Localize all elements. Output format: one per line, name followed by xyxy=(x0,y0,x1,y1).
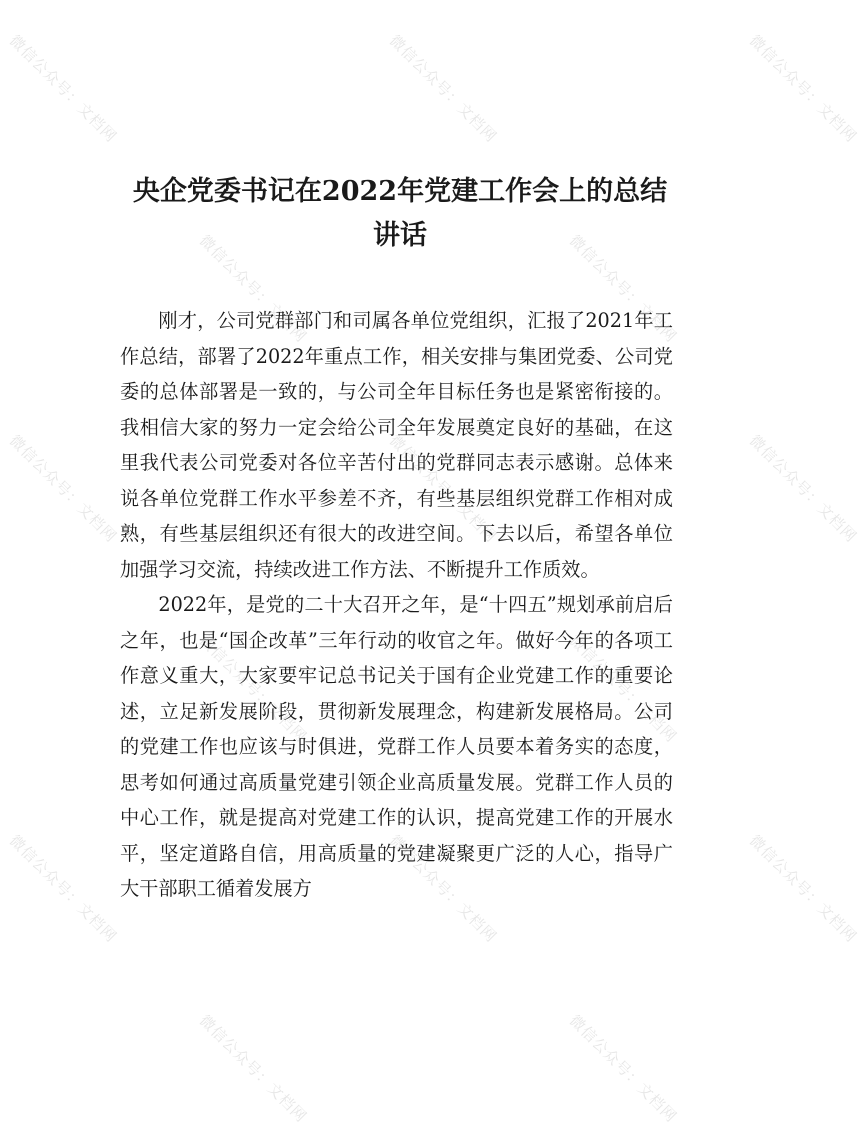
watermark-text: 微信公众号：文档网 xyxy=(745,831,861,946)
body-paragraph: 刚才，公司党群部门和司属各单位党组织，汇报了2021年工作总结，部署了2022年重点工作，相关安排与集团党委、公司党委的总体部署是一致的，与公司全年目标任务也是紧密衔接的。我相信大家的努力一定会给公司全年发展奠定良好的基础，在这里我代表公司党委对各位辛苦付出的党群同志表示感谢。总体来说各单位党群工作水平参差不齐，有些基层组织党群工作相对成熟，有些基层组织还有很大的改进空间。下去以后，希望各单位加强学习交流，持续改进工作方法、不断提升工作质效。 xyxy=(120,309,673,581)
watermark-text: 微信公众号：文档网 xyxy=(195,631,311,746)
watermark-text: 微信公众号：文档网 xyxy=(5,431,121,546)
document-title: 央企党委书记在2022年党建工作会上的总结讲话 xyxy=(132,176,668,251)
watermark-text: 微信公众号：文档网 xyxy=(385,31,501,146)
watermark-text: 微信公众号：文档网 xyxy=(565,631,681,746)
watermark-text: 微信公众号：文档网 xyxy=(745,31,861,146)
watermark-text: 微信公众号：文档网 xyxy=(5,831,121,946)
watermark-text: 微信公众号：文档网 xyxy=(565,1011,681,1126)
watermark-text: 微信公众号：文档网 xyxy=(385,831,501,946)
body-paragraph: 2022年，是党的二十大召开之年，是“十四五”规划承前启后之年，也是“国企改革”三年行动的收官之年。做好今年的各项工作意义重大，大家要牢记总书记关于国有企业党建工作的重要论述，立足新发展阶段，贯彻新发展理念，构建新发展格局。公司的党建工作也应该与时俱进，党群工作人员要本着务实的态度，思考如何通过高质量党建引领企业高质量发展。党群工作人员的中心工作，就是提高对党建工作的认识，提高党建工作的开展水平，坚定道路自信，用高质量的党建凝聚更广泛的人心，指导广大干部职工循着发展方 xyxy=(120,593,673,900)
watermark-text: 微信公众号：文档网 xyxy=(565,231,681,346)
watermark-text: 微信公众号：文档网 xyxy=(5,31,121,146)
watermark-text: 微信公众号：文档网 xyxy=(195,1011,311,1126)
watermark-text: 微信公众号：文档网 xyxy=(385,431,501,546)
watermark-text: 微信公众号：文档网 xyxy=(745,431,861,546)
document-body xyxy=(120,303,673,907)
watermark-text: 微信公众号：文档网 xyxy=(195,231,311,346)
